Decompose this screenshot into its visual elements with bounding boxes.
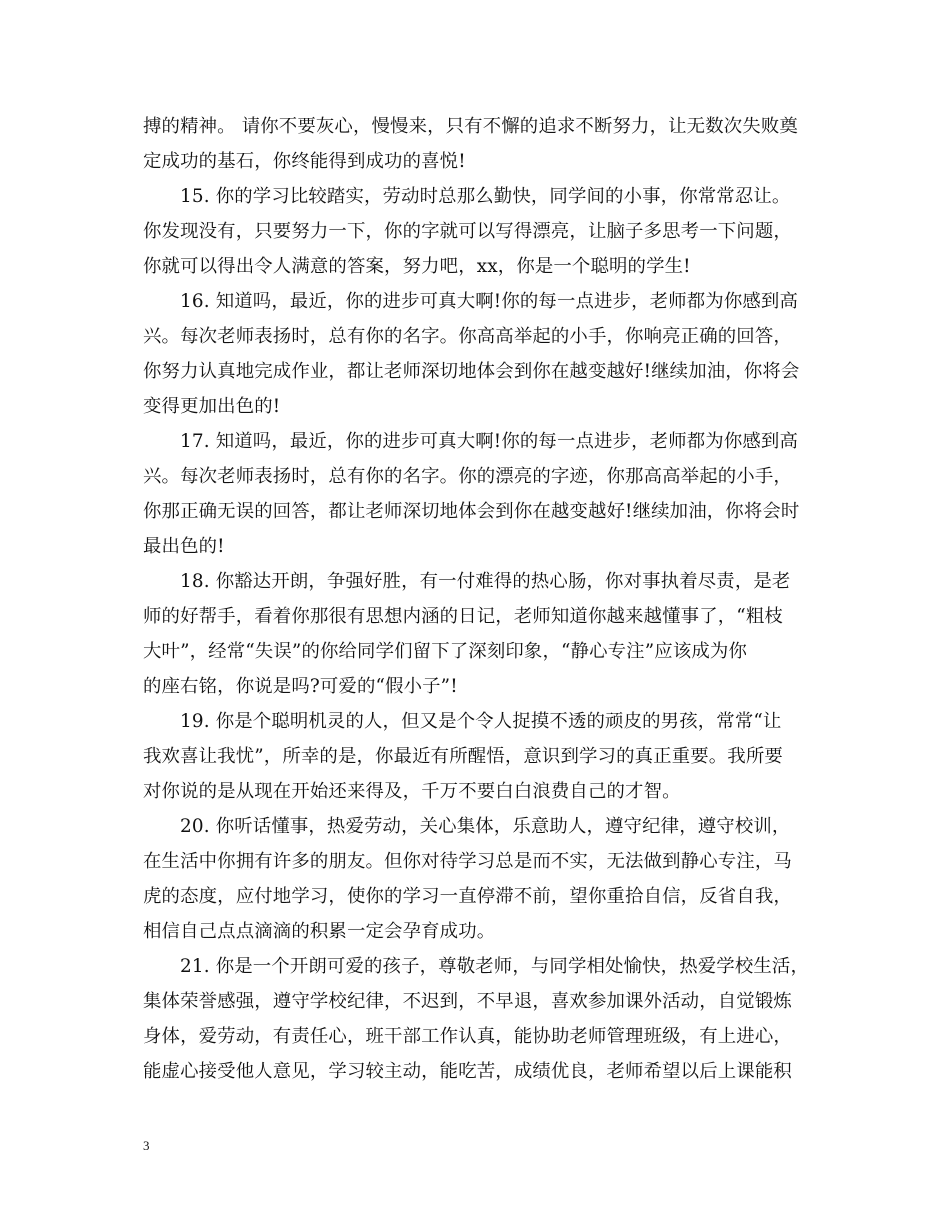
text-line: 在生活中你拥有许多的朋友。但你对待学习总是而不实，无法做到静心专注，马 (143, 851, 792, 872)
text-line: 身体，爱劳动，有责任心，班干部工作认真，能协助老师管理班级，有上进心， (143, 1026, 792, 1047)
text-line: 大叶”，经常“失误”的你给同学们留下了深刻印象，“静心专注”应该成为你 (143, 641, 747, 662)
text-line: 21. 你是一个开朗可爱的孩子，尊敬老师，与同学相处愉快，热爱学校生活， (180, 956, 809, 977)
text-line: 你努力认真地完成作业，都让老师深切地体会到你在越变越好!继续加油，你将会 (143, 361, 800, 382)
text-line: 变得更加出色的! (143, 396, 281, 417)
page-number: 3 (143, 1138, 150, 1153)
text-line: 我欢喜让我忧”，所幸的是，你最近有所醒悟，意识到学习的真正重要。我所要 (143, 746, 783, 767)
text-line: 你那正确无误的回答，都让老师深切地体会到你在越变越好!继续加油，你将会时 (143, 501, 800, 522)
text-line: 16. 知道吗，最近，你的进步可真大啊!你的每一点进步，老师都为你感到高 (180, 291, 798, 312)
text-line: 兴。每次老师表扬时，总有你的名字。你的漂亮的字迹，你那高高举起的小手， (143, 466, 792, 487)
text-line: 虎的态度，应付地学习，使你的学习一直停滞不前，望你重拾自信，反省自我， (143, 886, 792, 907)
text-line: 集体荣誉感强，遵守学校纪律，不迟到，不早退，喜欢参加课外活动，自觉锻炼 (143, 991, 792, 1012)
text-line: 能虚心接受他人意见，学习较主动，能吃苦，成绩优良，老师希望以后上课能积 (143, 1061, 792, 1082)
text-line: 对你说的是从现在开始还来得及，千万不要白白浪费自己的才智。 (143, 781, 681, 802)
text-line: 师的好帮手，看着你那很有思想内涵的日记，老师知道你越来越懂事了，“粗枝 (143, 606, 783, 627)
text-line: 你发现没有，只要努力一下，你的字就可以写得漂亮，让脑子多思考一下问题， (143, 221, 792, 242)
text-line: 的座右铭，你说是吗?可爱的“假小子”! (143, 676, 458, 697)
text-line: 兴。每次老师表扬时，总有你的名字。你高高举起的小手，你响亮正确的回答， (143, 326, 792, 347)
text-line: 相信自己点点滴滴的积累一定会孕育成功。 (143, 921, 496, 942)
text-line: 17. 知道吗，最近，你的进步可真大啊!你的每一点进步，老师都为你感到高 (180, 431, 798, 452)
text-line: 20. 你听话懂事，热爱劳动，关心集体，乐意助人，遵守纪律，遵守校训， (180, 816, 791, 837)
text-line: 最出色的! (143, 536, 225, 557)
text-line: 你就可以得出令人满意的答案，努力吧，xx，你是一个聪明的学生! (143, 256, 691, 277)
text-line: 定成功的基石，你终能得到成功的喜悦! (143, 151, 466, 172)
text-line: 18. 你豁达开朗，争强好胜，有一付难得的热心肠，你对事执着尽责，是老 (180, 571, 791, 592)
text-line: 15. 你的学习比较踏实，劳动时总那么勤快，同学间的小事，你常常忍让。 (180, 186, 791, 207)
text-line: 搏的精神。 请你不要灰心，慢慢来，只有不懈的追求不断努力，让无数次失败奠 (143, 116, 798, 137)
text-line: 19. 你是个聪明机灵的人，但又是个令人捉摸不透的顽皮的男孩，常常“让 (180, 711, 782, 732)
